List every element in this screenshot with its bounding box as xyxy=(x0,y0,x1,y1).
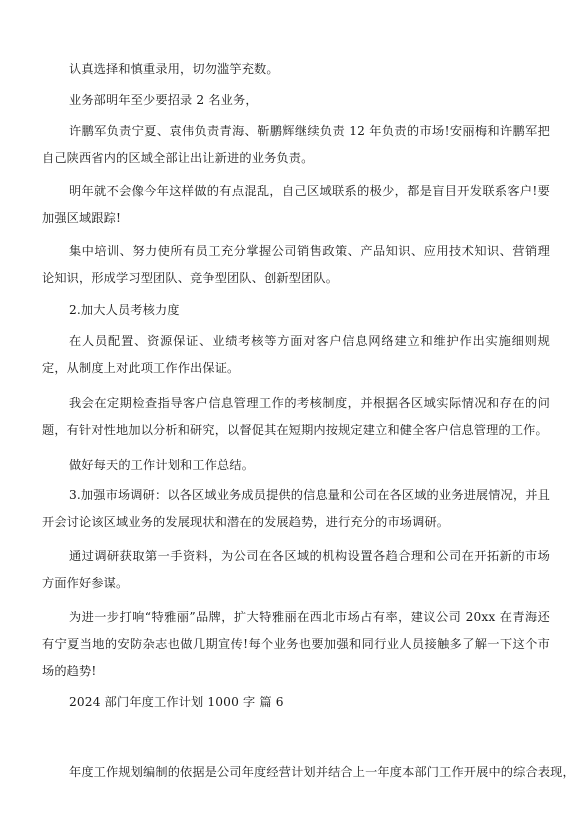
paragraph-6: 在人员配置、资源保证、业绩考核等方面对客户信息网络建立和维护作出实施细则规定，从制度上对此项工作作出保证。 xyxy=(42,334,550,375)
paragraph-11: 为进一步打响“特雅丽”品牌，扩大特雅丽在西北市场占有率，建议公司 20xx 在青海还有宁夏当地的安防杂志也做几期宣传!每个业务也要加强和同行业人员接触多了解一下这个市场的趋势! xyxy=(42,610,550,678)
paragraph-4: 明年就不会像今年这样做的有点混乱，自己区域联系的极少，都是盲目开发联系客户!要加强区域跟踪! xyxy=(42,184,550,225)
paragraph-12: 年度工作规划编制的依据是公司年度经营计划并结合上一年度本部门工作开展中的综合表现， xyxy=(69,765,575,779)
paragraph-1: 认真选择和慎重录用，切勿滥竽充数。 xyxy=(69,62,279,76)
paragraph-5: 集中培训、努力使所有员工充分掌握公司销售政策、产品知识、应用技术知识、营销理论知识，形成学习型团队、竞争型团队、创新型团队。 xyxy=(42,244,550,285)
paragraph-9: 3.加强市场调研：以各区域业务成员提供的信息量和公司在各区域的业务进展情况，并且开会讨论该区域业务的发展现状和潜在的发展趋势，进行充分的市场调研。 xyxy=(42,488,550,529)
section-title: 2024 部门年度工作计划 1000 字 篇 6 xyxy=(69,695,284,709)
paragraph-8: 做好每天的工作计划和工作总结。 xyxy=(69,458,255,472)
paragraph-10: 通过调研获取第一手资料，为公司在各区域的机构设置各趋合理和公司在开拓新的市场方面作好参谋。 xyxy=(42,549,550,590)
paragraph-3: 许鹏军负责宁夏、袁伟负责青海、靳鹏辉继续负责 12 年负责的市场!安丽梅和许鹏军把自己陕西省内的区域全部让出让新进的业务负责。 xyxy=(42,124,550,165)
paragraph-2: 业务部明年至少要招录 2 名业务， xyxy=(69,93,258,107)
paragraph-7: 我会在定期检查指导客户信息管理工作的考核制度，并根据各区域实际情况和存在的问题，有针对性地加以分析和研究，以督促其在短期内按规定建立和健全客户信息管理的工作。 xyxy=(42,396,550,437)
section-heading-2: 2.加大人员考核力度 xyxy=(69,303,180,317)
